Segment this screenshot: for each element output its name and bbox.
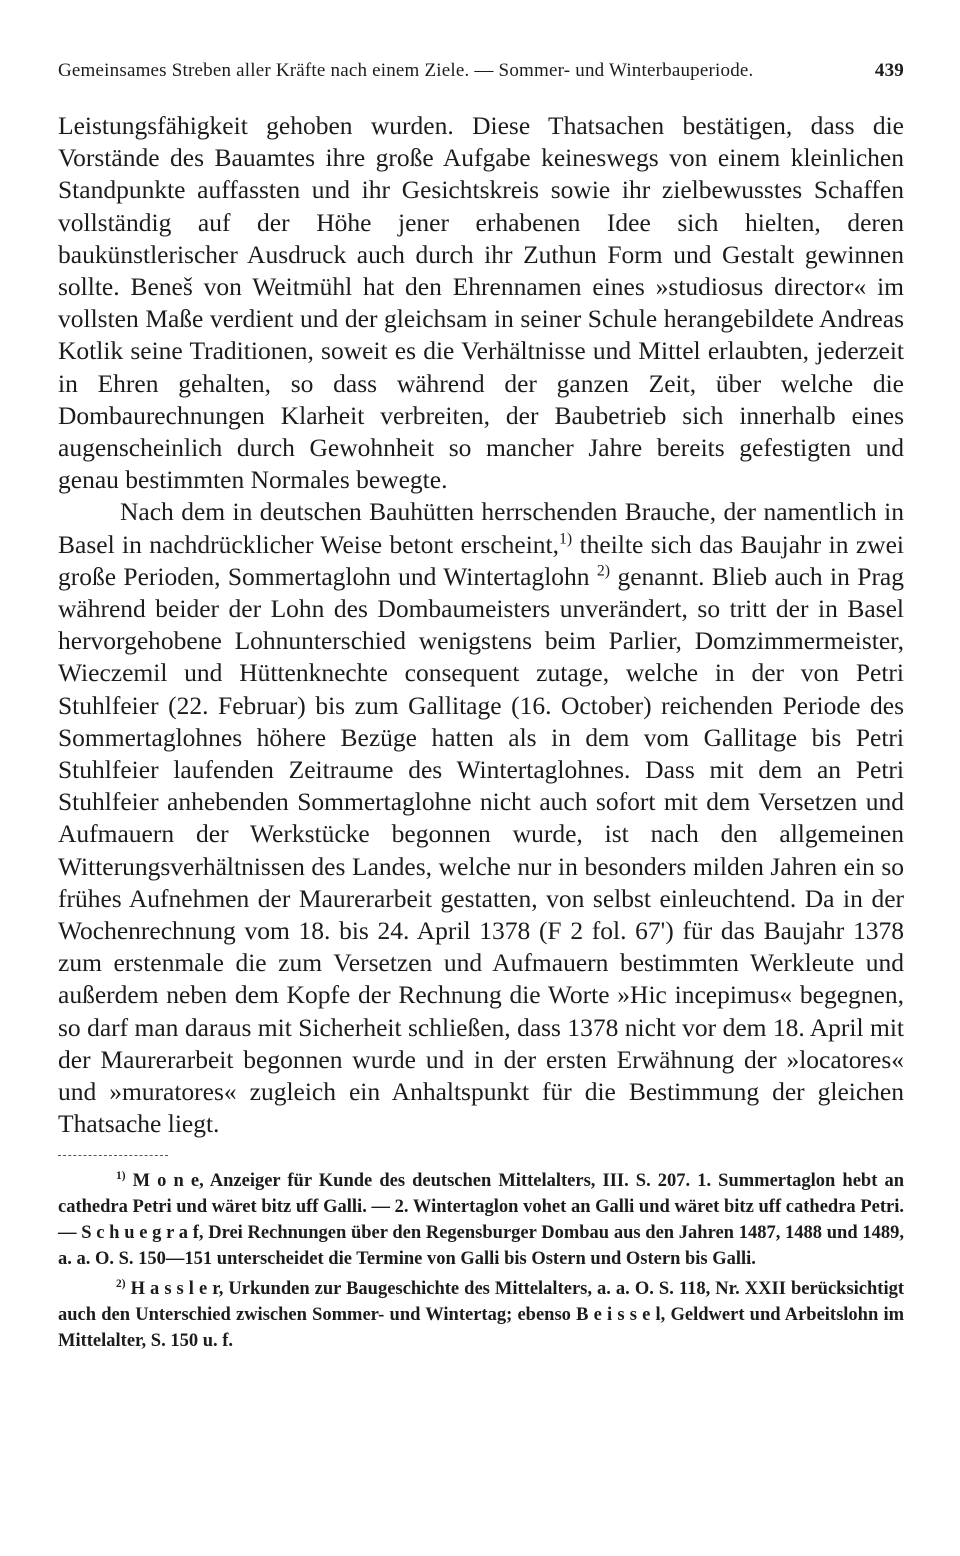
running-title: Gemeinsames Streben aller Kräfte nach einem Ziele. — Sommer- und Winterbauperiode. — [58, 60, 754, 81]
text-segment: theilte sich das Baujahr in zwei große Perioden, Sommertaglohn und Wintertaglohn — [58, 529, 904, 591]
footnote-text: H a s s l e r, Urkunden zur Baugeschichte des Mittelalters, a. a. O. S. 118, Nr. XXII berücksichtigt auch den Unterschied zwischen Sommer- und Wintertag; ebenso B e i s s e l, Geldwert und Arbeitslohn im Mittelalter, S. 150 u. f. — [58, 1278, 904, 1351]
main-text — [58, 110, 904, 1141]
footnote-marker: 2) — [116, 1277, 126, 1290]
running-header — [58, 60, 904, 90]
footnote-ref[interactable]: 2) — [596, 562, 611, 580]
paragraph — [58, 496, 904, 1140]
footnote — [58, 1168, 904, 1272]
footnote-marker: 1) — [116, 1169, 126, 1182]
footnote-ref[interactable]: 1) — [559, 530, 573, 548]
footnote-text: M o n e, Anzeiger für Kunde des deutschen Mittelalters, III. S. 207. 1. Summertaglon hebt an cathedra Petri und wäret bitz uff Galli. — 2. Wintertaglon vohet an Galli und wäret bitz uff cathedra Petri. — S c h u e g r a f, Drei Rechnungen über den Regensburger Dombau aus den Jahren 1487, 1488 und 1489, a. a. O. S. 150—151 unterscheidet die Termine von Galli bis Ostern und Ostern bis Galli. — [58, 1170, 904, 1269]
footnote — [58, 1276, 904, 1354]
page-number: 439 — [874, 60, 904, 81]
book-page — [58, 60, 904, 1354]
text-segment: genannt. Blieb auch in Prag während beider der Lohn des Dombaumeisters unverändert, so tritt der in Basel hervorgehobene Lohnunterschied wenigstens beim Parlier, Domzimmermeister, Wieczemil und Hüttenknechte consequent zutage, welche in der von Petri Stuhlfeier (22. Februar) bis zum Gallitage (16. October) reichenden Periode des Sommertaglohnes höhere Bezüge hatten als in dem vom Gallitage bis Petri Stuhlfeier laufenden Zeitraume des Wintertaglohnes. Dass mit dem an Petri Stuhlfeier anhebenden Sommertaglohne nicht auch sofort mit dem Versetzen und Aufmauern der Werkstücke begonnen wurde, ist nach den allgemeinen Witterungsverhältnissen des Landes, welche nur in besonders milden Jahren ein so frühes Aufnehmen der Maurerarbeit gestatten, von selbst einleuchtend. Da in der Wochenrechnung vom 18. bis 24. April 1378 (F 2 fol. 67') für das Baujahr 1378 zum erstenmale die zum Versetzen und Aufmauern bestimmten Werkleute und außerdem neben dem Kopfe der Rechnung die Worte »Hic incepimus« begegnen, so darf man daraus mit Sicherheit schließen, dass 1378 nicht vor dem 18. April mit der Maurerarbeit begonnen wurde und in der ersten Erwähnung der »locatores« und »muratores« zugleich ein Anhaltspunkt für die Bestimmung der gleichen Thatsache liegt. — [58, 561, 904, 1139]
footnote-divider — [58, 1155, 168, 1156]
footnotes — [58, 1168, 904, 1354]
text-segment: Nach dem in deutschen Bauhütten herrschenden Brauche, der namentlich in Basel in nachdrücklicher Weise betont erscheint, — [58, 497, 904, 559]
paragraph: Leistungsfähigkeit gehoben wurden. Diese Thatsachen bestätigen, dass die Vorstände des Bauamtes ihre große Aufgabe keineswegs von einem kleinlichen Standpunkte auffassten und ihr Gesichtskreis sowie ihr zielbewusstes Schaffen vollständig auf der Höhe jener erhabenen Idee sich hielten, deren baukünstlerischer Ausdruck auch durch ihr Zuthun Form und Gestalt gewinnen sollte. Beneš von Weitmühl hat den Ehrennamen eines »studiosus director« im vollsten Maße verdient und der gleichsam in seiner Schule herangebildete Andreas Kotlik seine Traditionen, soweit es die Verhältnisse und Mittel erlaubten, jederzeit in Ehren gehalten, so dass während der ganzen Zeit, über welche die Dombaurechnungen Klarheit verbreiten, der Baubetrieb sich innerhalb eines augenscheinlich durch Gewohnheit so mancher Jahre bereits gefestigten und genau bestimmten Normales bewegte. — [58, 111, 904, 495]
